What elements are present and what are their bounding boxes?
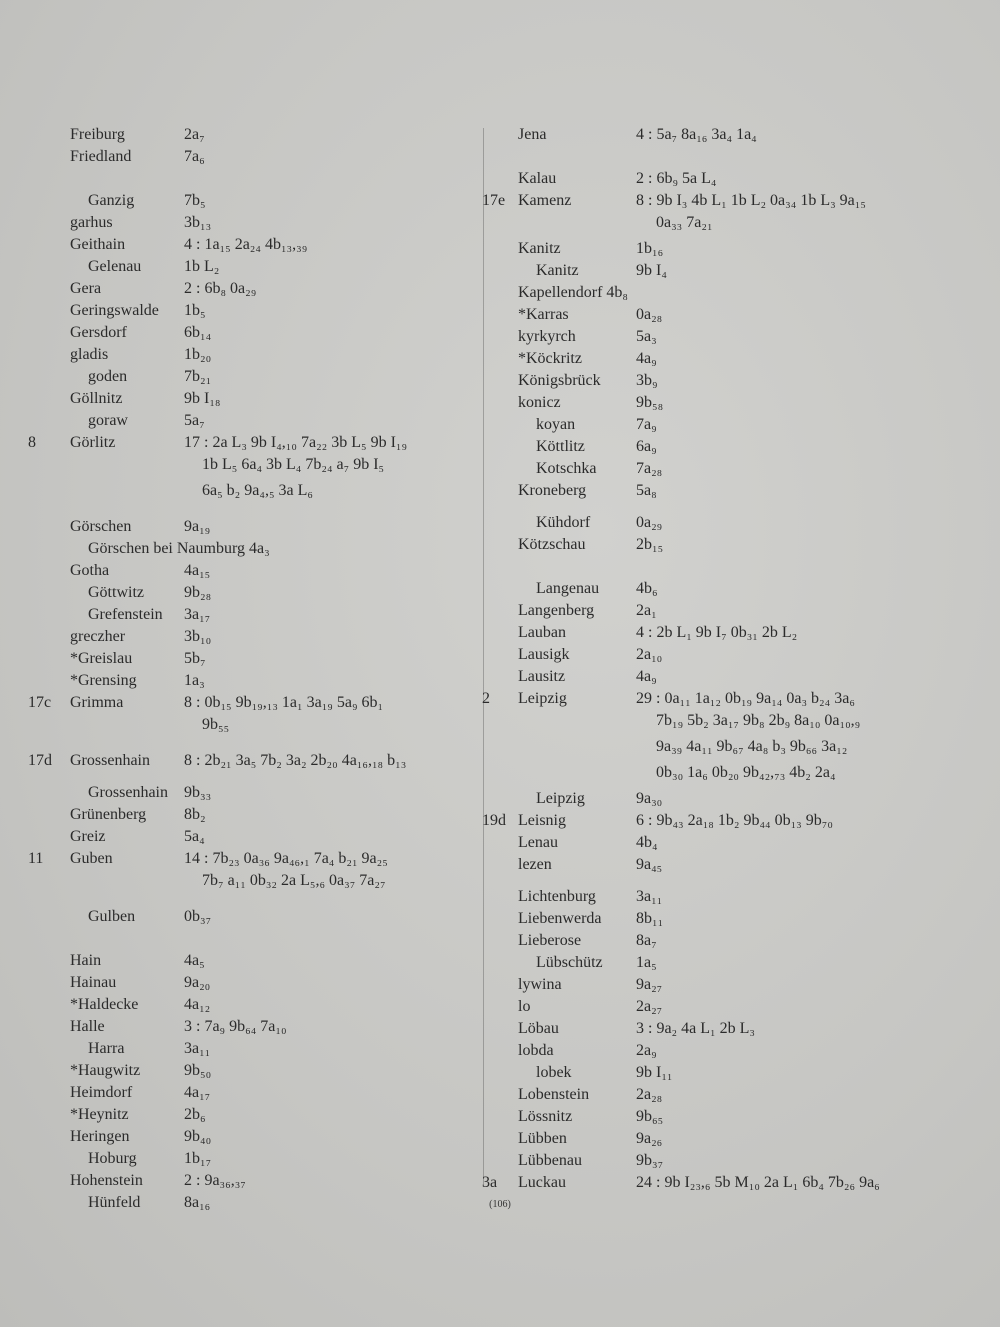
entry-place-name: Lausigk	[518, 646, 570, 663]
entry-place-name: Kroneberg	[518, 482, 587, 499]
entry-place-name: Guben	[70, 850, 113, 867]
reference-list: 9a₁₉	[184, 518, 211, 535]
entry-place-name: Görschen bei Naumburg 4a₃	[88, 540, 270, 557]
index-entry	[28, 1126, 478, 1148]
entry-map-number: 3a	[482, 1174, 498, 1191]
entry-place-name: Lübben	[518, 1130, 567, 1147]
reference-list: 3b₁₃	[184, 214, 212, 231]
entry-place-name: Grimma	[70, 694, 124, 711]
index-entry	[482, 436, 942, 458]
reference-list: 7b₁₉ 5b₂ 3a₁₇ 9b₈ 2b₉ 8a₁₀ 0a₁₀,₉	[656, 712, 861, 729]
reference-list: 9a₃₀	[636, 790, 663, 807]
reference-list: 24 : 9b I₂₃,₆ 5b M₁₀ 2a L₁ 6b₄ 7b₂₆ 9a₆	[636, 1174, 880, 1191]
index-entry	[482, 788, 942, 810]
entry-place-name: Greiz	[70, 828, 106, 845]
index-entry	[28, 804, 478, 826]
reference-list: 4 : 1a₁₅ 2a₂₄ 4b₁₃,₃₉	[184, 236, 308, 253]
entry-place-name: Hain	[70, 952, 102, 969]
reference-list: 9b₅₅	[202, 716, 230, 733]
entry-place-name: *Greislau	[70, 650, 133, 667]
reference-list: 4a₁₂	[184, 996, 211, 1013]
reference-list: 8 : 2b₂₁ 3a₅ 7b₂ 3a₂ 2b₂₀ 4a₁₆,₁₈ b₁₃	[184, 752, 407, 769]
reference-list: 2b₁₅	[636, 536, 664, 553]
index-entry	[482, 282, 942, 304]
index-continuation-line	[28, 454, 478, 480]
entry-place-name: Geithain	[70, 236, 126, 253]
index-entry	[28, 750, 478, 772]
reference-list: 2 : 6b₈ 0a₂₉	[184, 280, 257, 297]
entry-place-name: Lausitz	[518, 668, 566, 685]
entry-place-name: Friedland	[70, 148, 132, 165]
reference-list: 2a₁₀	[636, 646, 663, 663]
reference-list: 8 : 9b I₃ 4b L₁ 1b L₂ 0a₃₄ 1b L₃ 9a₁₅	[636, 192, 866, 209]
entry-place-name: Leipzig	[518, 690, 567, 707]
index-entry	[482, 238, 942, 260]
entry-place-name: Löbau	[518, 1020, 559, 1037]
index-entry	[28, 1104, 478, 1126]
entry-place-name: Kamenz	[518, 192, 572, 209]
reference-list: 3a₁₁	[636, 888, 663, 905]
index-entry	[28, 410, 478, 432]
entry-place-name: Leisnig	[518, 812, 566, 829]
index-continuation-line	[482, 736, 942, 762]
index-entry	[28, 826, 478, 848]
entry-map-number: 17c	[28, 694, 52, 711]
entry-place-name: lezen	[518, 856, 552, 873]
entry-place-name: Grünenberg	[70, 806, 147, 823]
reference-list: 9b₆₅	[636, 1108, 664, 1125]
entry-place-name: Langenau	[536, 580, 600, 597]
reference-list: 4a₅	[184, 952, 205, 969]
index-entry	[482, 370, 942, 392]
index-entry	[482, 578, 942, 600]
reference-list: 4a₉	[636, 668, 657, 685]
index-entry	[482, 392, 942, 414]
entry-place-name: Kanitz	[536, 262, 579, 279]
index-entry	[482, 622, 942, 644]
entry-place-name: *Karras	[518, 306, 569, 323]
index-entry	[28, 906, 478, 928]
reference-list: 4 : 5a₇ 8a₁₆ 3a₄ 1a₄	[636, 126, 757, 143]
reference-list: 9b₃₃	[184, 784, 212, 801]
entry-place-name: Lössnitz	[518, 1108, 573, 1125]
entry-place-name: Harra	[88, 1040, 125, 1057]
entry-map-number: 2	[482, 690, 490, 707]
index-entry	[28, 1082, 478, 1104]
reference-list: 9b₂₈	[184, 584, 212, 601]
reference-list: 5a₃	[636, 328, 657, 345]
reference-list: 9b₃₇	[636, 1152, 664, 1169]
reference-list: 1b₁₆	[636, 240, 664, 257]
index-entry	[482, 996, 942, 1018]
reference-list: 1b₅	[184, 302, 206, 319]
index-entry	[28, 538, 478, 560]
index-entry	[28, 950, 478, 972]
entry-map-number: 19d	[482, 812, 506, 829]
reference-list: 1a₅	[636, 954, 657, 971]
reference-list: 9a₃₉ 4a₁₁ 9b₆₇ 4a₈ b₃ 9b₆₆ 3a₁₂	[656, 738, 848, 755]
entry-place-name: Hoburg	[88, 1150, 137, 1167]
reference-list: 3a₁₁	[184, 1040, 211, 1057]
entry-place-name: Hainau	[70, 974, 117, 991]
reference-list: 6a₉	[636, 438, 657, 455]
reference-list: 9b I₁₈	[184, 390, 221, 407]
entry-place-name: kyrkyrch	[518, 328, 576, 345]
entry-place-name: Gulben	[88, 908, 136, 925]
entry-place-name: lo	[518, 998, 531, 1015]
entry-place-name: Kapellendorf 4b₈	[518, 284, 628, 301]
index-entry	[28, 1148, 478, 1170]
reference-list: 9a₂₇	[636, 976, 663, 993]
reference-list: 7a₆	[184, 148, 205, 165]
index-entry	[28, 234, 478, 256]
reference-list: 5a₇	[184, 412, 205, 429]
reference-list: 2a₉	[636, 1042, 657, 1059]
spacer	[482, 502, 942, 512]
reference-list: 7b₂₁	[184, 368, 212, 385]
reference-list: 4a₁₅	[184, 562, 211, 579]
entry-place-name: Kalau	[518, 170, 557, 187]
reference-list: 14 : 7b₂₃ 0a₃₆ 9a₄₆,₁ 7a₄ b₂₁ 9a₂₅	[184, 850, 388, 867]
reference-list: 6b₁₄	[184, 324, 212, 341]
reference-list: 5a₄	[184, 828, 205, 845]
index-entry	[28, 782, 478, 804]
spacer	[28, 506, 478, 516]
spacer	[28, 168, 478, 190]
reference-list: 2b₆	[184, 1106, 206, 1123]
index-entry	[28, 848, 478, 870]
entry-place-name: greczher	[70, 628, 126, 645]
index-entry	[482, 952, 942, 974]
index-entry	[28, 388, 478, 410]
entry-place-name: Hünfeld	[88, 1194, 141, 1211]
reference-list: 9b I₄	[636, 262, 667, 279]
entry-place-name: Köttlitz	[536, 438, 585, 455]
entry-place-name: Kotschka	[536, 460, 597, 477]
reference-list: 29 : 0a₁₁ 1a₁₂ 0b₁₉ 9a₁₄ 0a₃ b₂₄ 3a₆	[636, 690, 855, 707]
entry-place-name: *Heynitz	[70, 1106, 129, 1123]
reference-list: 3 : 7a₉ 9b₆₄ 7a₁₀	[184, 1018, 287, 1035]
reference-list: 0a₂₈	[636, 306, 663, 323]
entry-place-name: Kanitz	[518, 240, 561, 257]
index-entry	[482, 1062, 942, 1084]
reference-list: 3 : 9a₂ 4a L₁ 2b L₃	[636, 1020, 755, 1037]
reference-list: 2a₁	[636, 602, 657, 619]
entry-place-name: Görschen	[70, 518, 132, 535]
index-entry	[482, 810, 942, 832]
index-entry	[482, 930, 942, 952]
reference-list: 3a₁₇	[184, 606, 211, 623]
reference-list: 3b₉	[636, 372, 658, 389]
entry-place-name: Kötzschau	[518, 536, 586, 553]
entry-place-name: Lübschütz	[536, 954, 603, 971]
reference-list: 2a₂₇	[636, 998, 663, 1015]
index-entry	[482, 304, 942, 326]
reference-list: 2 : 9a₃₆,₃₇	[184, 1172, 246, 1189]
entry-place-name: Geringswalde	[70, 302, 159, 319]
index-entry	[28, 582, 478, 604]
entry-place-name: Grossenhain	[70, 752, 150, 769]
index-entry	[482, 124, 942, 146]
page-number: (106)	[489, 1199, 511, 1210]
index-entry	[482, 644, 942, 666]
reference-list: 4b₆	[636, 580, 658, 597]
reference-list: 1b₁₇	[184, 1150, 212, 1167]
entry-place-name: Kühdorf	[536, 514, 591, 531]
reference-list: 6a₅ b₂ 9a₄,₅ 3a L₆	[202, 482, 313, 499]
reference-list: 5b₇	[184, 650, 206, 667]
spacer	[482, 556, 942, 578]
reference-list: 9a₂₆	[636, 1130, 663, 1147]
index-continuation-line	[28, 714, 478, 740]
index-entry	[28, 1060, 478, 1082]
entry-place-name: lobek	[536, 1064, 572, 1081]
entry-place-name: koyan	[536, 416, 576, 433]
reference-list: 4 : 2b L₁ 9b I₇ 0b₃₁ 2b L₂	[636, 624, 798, 641]
index-entry	[28, 344, 478, 366]
index-continuation-line	[28, 480, 478, 506]
index-entry	[28, 972, 478, 994]
index-entry	[28, 432, 478, 454]
entry-place-name: Grefenstein	[88, 606, 163, 623]
reference-list: 8a₇	[636, 932, 657, 949]
reference-list: 6 : 9b₄₃ 2a₁₈ 1b₂ 9b₄₄ 0b₁₃ 9b₇₀	[636, 812, 833, 829]
entry-place-name: *Haugwitz	[70, 1062, 141, 1079]
entry-place-name: Lenau	[518, 834, 558, 851]
index-entry	[482, 480, 942, 502]
index-entry	[482, 1084, 942, 1106]
entry-place-name: Halle	[70, 1018, 105, 1035]
index-entry	[482, 512, 942, 534]
index-entry	[482, 326, 942, 348]
spacer	[28, 896, 478, 906]
index-entry	[482, 458, 942, 480]
entry-place-name: Gera	[70, 280, 102, 297]
index-entry	[482, 1172, 942, 1194]
entry-place-name: Gotha	[70, 562, 110, 579]
reference-list: 5a₈	[636, 482, 657, 499]
reference-list: 9a₄₅	[636, 856, 663, 873]
reference-list: 9b₄₀	[184, 1128, 212, 1145]
entry-place-name: Gelenau	[88, 258, 142, 275]
index-entry	[482, 414, 942, 436]
entry-place-name: Langenberg	[518, 602, 595, 619]
reference-list: 4b₄	[636, 834, 658, 851]
entry-place-name: Gersdorf	[70, 324, 127, 341]
reference-list: 1a₃	[184, 672, 205, 689]
reference-list: 4a₉	[636, 350, 657, 367]
entry-place-name: Freiburg	[70, 126, 125, 143]
index-entry	[28, 1170, 478, 1192]
reference-list: 8b₂	[184, 806, 206, 823]
entry-place-name: Jena	[518, 126, 547, 143]
entry-place-name: *Köckritz	[518, 350, 582, 367]
index-entry	[28, 256, 478, 278]
entry-place-name: Heringen	[70, 1128, 130, 1145]
reference-list: 0a₃₃ 7a₂₁	[656, 214, 713, 231]
entry-place-name: Lauban	[518, 624, 566, 641]
index-entry	[28, 1038, 478, 1060]
index-entry	[482, 886, 942, 908]
reference-list: 7b₅	[184, 192, 206, 209]
index-entry	[28, 1016, 478, 1038]
entry-place-name: Görlitz	[70, 434, 116, 451]
reference-list: 1b L₂	[184, 258, 220, 275]
entry-place-name: garhus	[70, 214, 113, 231]
index-entry	[28, 322, 478, 344]
reference-list: 2a₇	[184, 126, 205, 143]
right-column	[482, 124, 942, 1194]
index-entry	[482, 168, 942, 190]
reference-list: 7a₉	[636, 416, 657, 433]
entry-place-name: Hohenstein	[70, 1172, 143, 1189]
entry-place-name: Liebenwerda	[518, 910, 602, 927]
index-entry	[28, 560, 478, 582]
entry-place-name: *Haldecke	[70, 996, 139, 1013]
reference-list: 9b₅₈	[636, 394, 664, 411]
index-entry	[482, 260, 942, 282]
spacer	[28, 740, 478, 750]
index-entry	[28, 366, 478, 388]
index-entry	[28, 994, 478, 1016]
reference-list: 1b L₅ 6a₄ 3b L₄ 7b₂₄ a₇ 9b I₅	[202, 456, 385, 473]
index-entry	[482, 1128, 942, 1150]
reference-list: 8 : 0b₁₅ 9b₁₉,₁₃ 1a₁ 3a₁₉ 5a₉ 6b₁	[184, 694, 384, 711]
entry-place-name: Lieberose	[518, 932, 582, 949]
index-entry	[28, 516, 478, 538]
index-entry	[28, 604, 478, 626]
reference-list: 2 : 6b₉ 5a L₄	[636, 170, 717, 187]
index-continuation-line	[482, 710, 942, 736]
entry-place-name: Göllnitz	[70, 390, 123, 407]
index-entry	[482, 600, 942, 622]
spacer	[28, 928, 478, 950]
entry-place-name: Grossenhain	[88, 784, 168, 801]
entry-place-name: gladis	[70, 346, 109, 363]
index-continuation-line	[28, 870, 478, 896]
entry-map-number: 11	[28, 850, 44, 867]
entry-place-name: Lübbenau	[518, 1152, 582, 1169]
index-entry	[28, 124, 478, 146]
entry-place-name: Heimdorf	[70, 1084, 133, 1101]
entry-place-name: Göttwitz	[88, 584, 144, 601]
left-column	[28, 124, 478, 1214]
index-entry	[482, 1150, 942, 1172]
index-entry	[28, 190, 478, 212]
index-entry	[482, 348, 942, 370]
index-entry	[482, 1040, 942, 1062]
entry-place-name: goden	[88, 368, 128, 385]
index-entry	[482, 854, 942, 876]
entry-place-name: konicz	[518, 394, 561, 411]
entry-place-name: Luckau	[518, 1174, 566, 1191]
entry-place-name: lobda	[518, 1042, 554, 1059]
index-entry	[28, 692, 478, 714]
reference-list: 2a₂₈	[636, 1086, 663, 1103]
index-entry	[482, 832, 942, 854]
index-entry	[482, 190, 942, 212]
spacer	[482, 146, 942, 168]
reference-list: 9b₅₀	[184, 1062, 212, 1079]
index-entry	[482, 908, 942, 930]
spacer	[482, 876, 942, 886]
reference-list: 0b₃₀ 1a₆ 0b₂₀ 9b₄₂,₇₃ 4b₂ 2a₄	[656, 764, 836, 781]
reference-list: 0b₃₇	[184, 908, 212, 925]
reference-list: 9b I₁₁	[636, 1064, 673, 1081]
index-entry	[28, 300, 478, 322]
index-entry	[482, 666, 942, 688]
index-entry	[482, 1106, 942, 1128]
index-entry	[28, 648, 478, 670]
index-entry	[28, 626, 478, 648]
entry-place-name: Leipzig	[536, 790, 585, 807]
entry-place-name: lywina	[518, 976, 562, 993]
reference-list: 3b₁₀	[184, 628, 212, 645]
index-continuation-line	[482, 212, 942, 238]
entry-place-name: Lichtenburg	[518, 888, 596, 905]
entry-place-name: Lobenstein	[518, 1086, 590, 1103]
index-entry	[482, 688, 942, 710]
index-continuation-line	[482, 762, 942, 788]
reference-list: 9a₂₀	[184, 974, 211, 991]
index-entry	[28, 146, 478, 168]
spacer	[28, 772, 478, 782]
reference-list: 1b₂₀	[184, 346, 212, 363]
index-entry	[482, 534, 942, 556]
reference-list: 7a₂₈	[636, 460, 663, 477]
reference-list: 8b₁₁	[636, 910, 664, 927]
index-entry	[28, 212, 478, 234]
index-entry	[28, 670, 478, 692]
entry-map-number: 17d	[28, 752, 52, 769]
reference-list: 4a₁₇	[184, 1084, 211, 1101]
entry-place-name: Königsbrück	[518, 372, 601, 389]
entry-place-name: Ganzig	[88, 192, 135, 209]
entry-map-number: 8	[28, 434, 36, 451]
entry-place-name: goraw	[88, 412, 128, 429]
reference-list: 8a₁₆	[184, 1194, 211, 1211]
entry-map-number: 17e	[482, 192, 506, 209]
reference-list: 0a₂₉	[636, 514, 663, 531]
reference-list: 7b₇ a₁₁ 0b₃₂ 2a L₅,₆ 0a₃₇ 7a₂₇	[202, 872, 386, 889]
index-entry	[482, 974, 942, 996]
index-entry	[28, 278, 478, 300]
entry-place-name: *Grensing	[70, 672, 137, 689]
index-entry	[482, 1018, 942, 1040]
reference-list: 17 : 2a L₃ 9b I₄,₁₀ 7a₂₂ 3b L₅ 9b I₁₉	[184, 434, 408, 451]
